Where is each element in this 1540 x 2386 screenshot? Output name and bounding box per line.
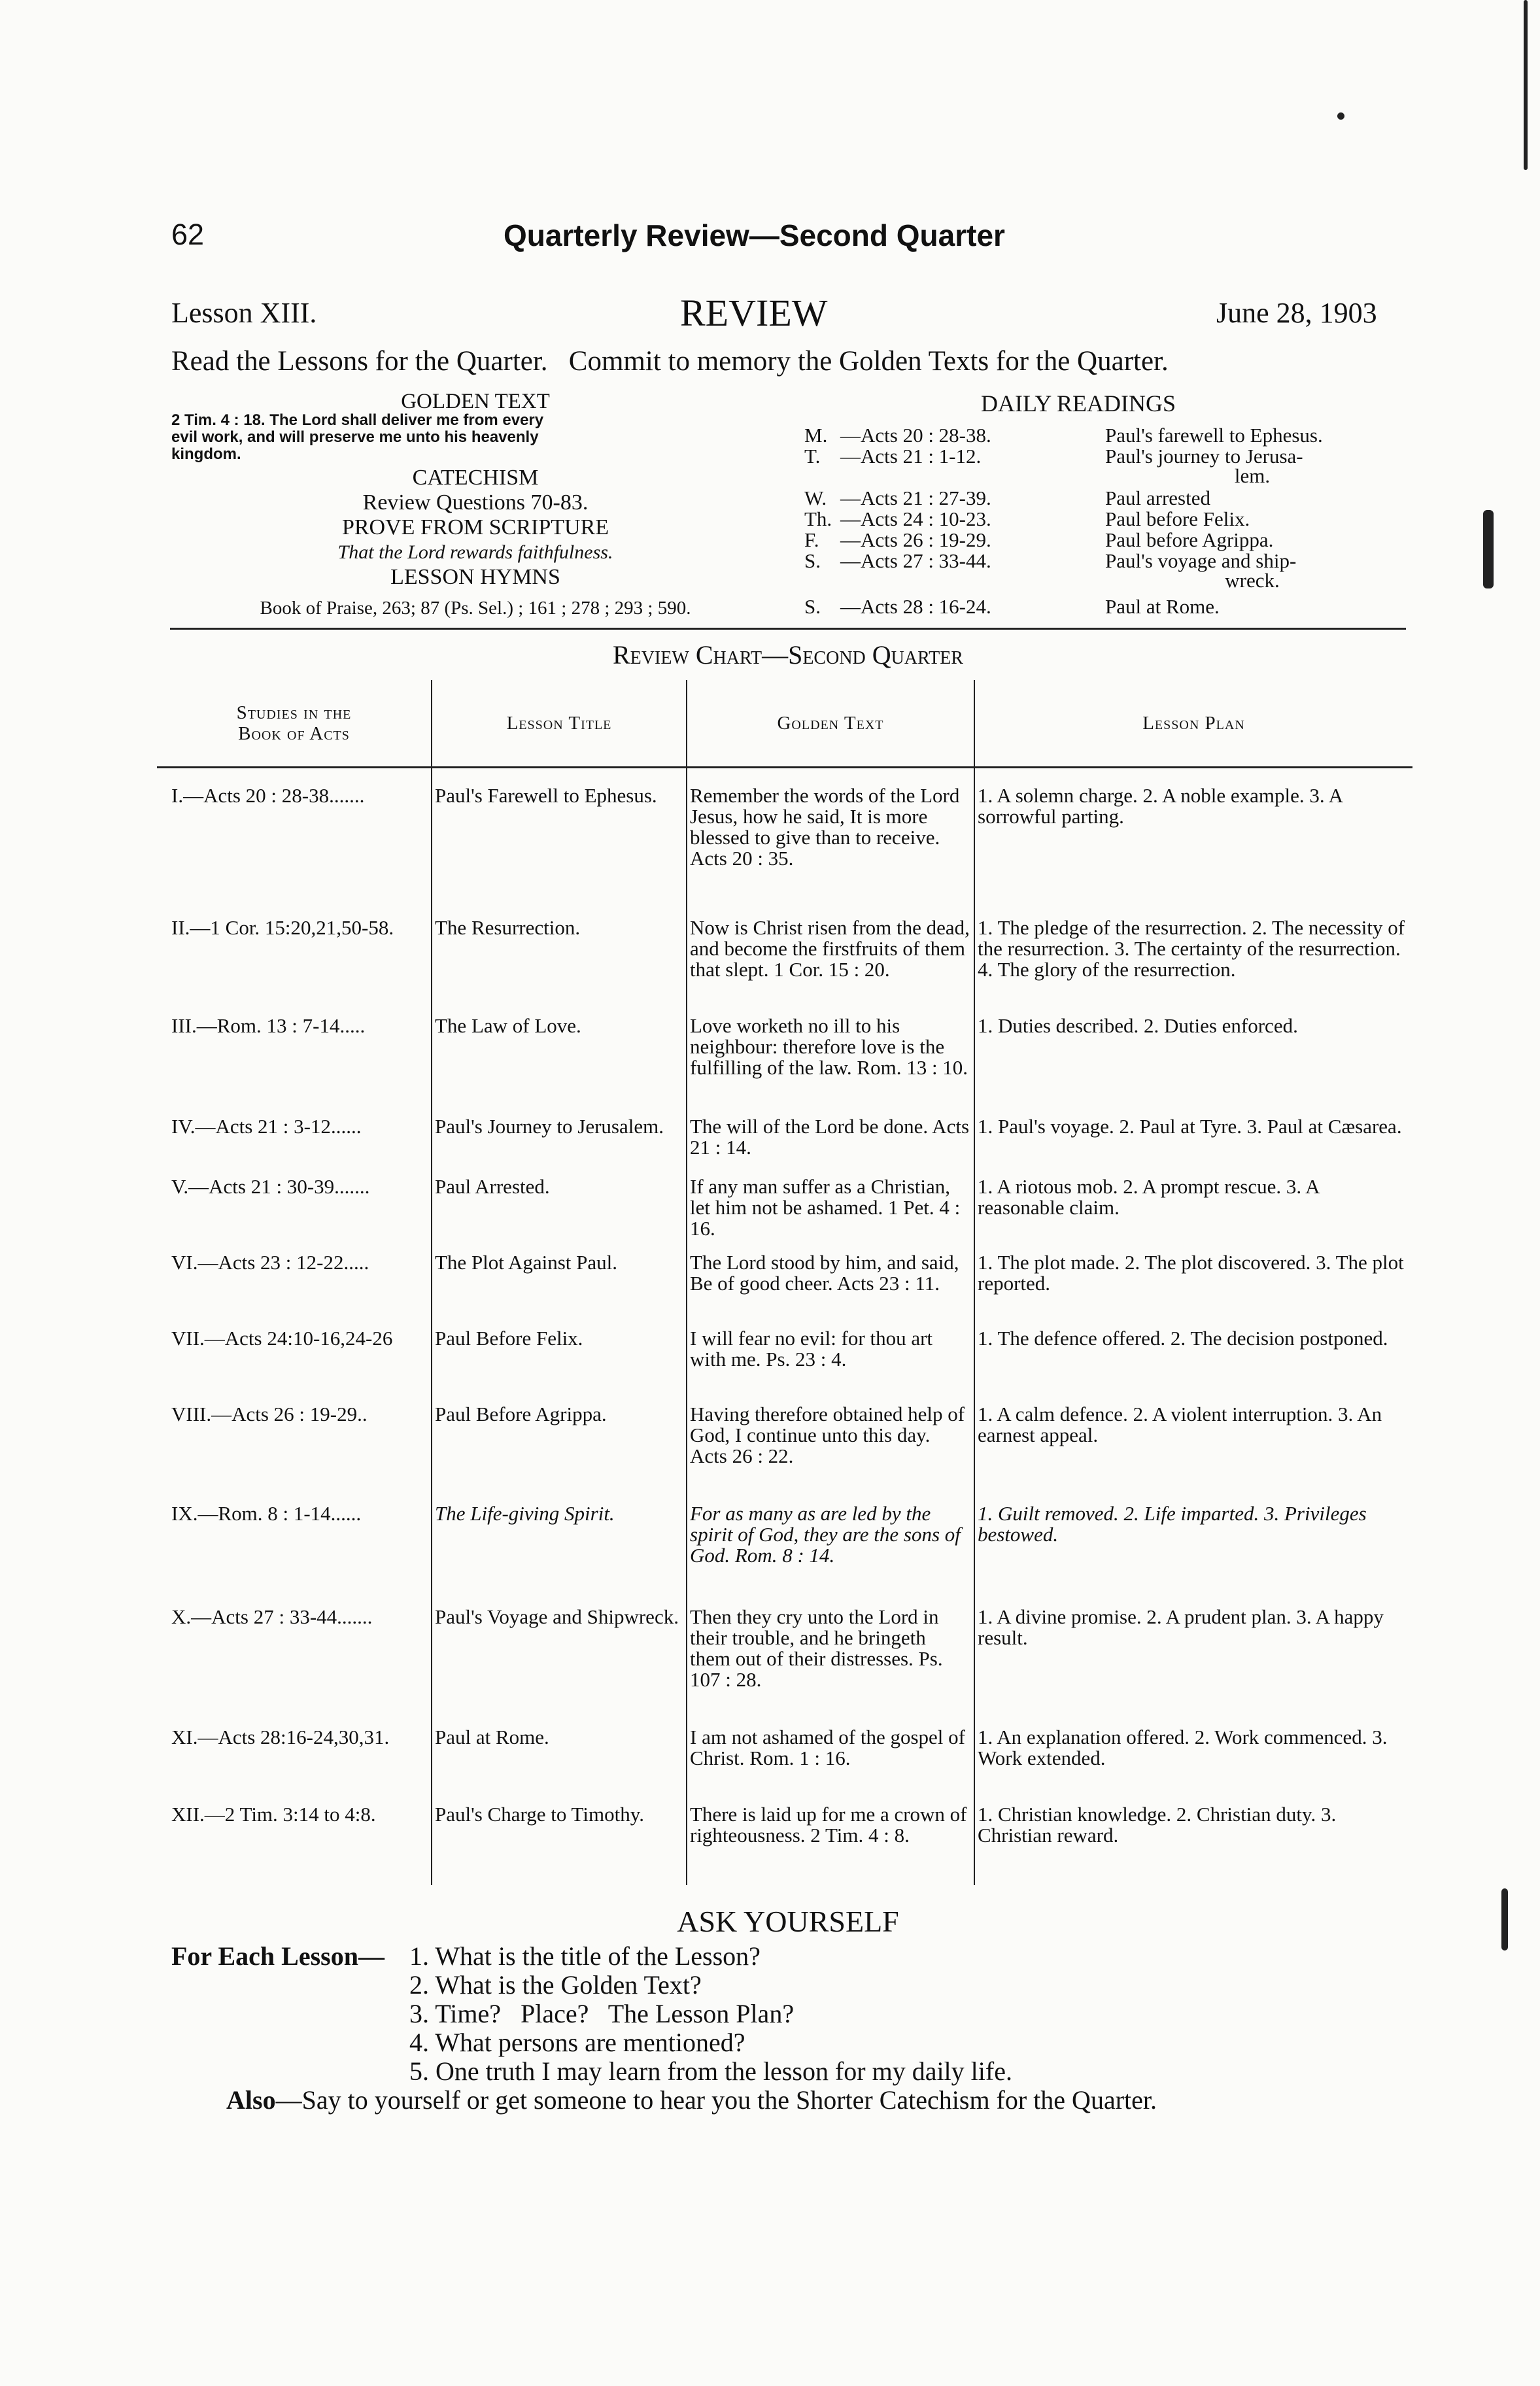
cell-golden-text: The will of the Lord be done. Acts 21 : 14. [687,1116,974,1176]
table-row [157,1116,1412,1176]
cell-title: Paul's Voyage and Shipwreck. [432,1607,687,1727]
cell-study: II.—1 Cor. 15:20,21,50-58. [157,917,432,1015]
ask-yourself-heading: ASK YOURSELF [677,1905,899,1938]
reading-desc: Paul arrested [1105,486,1210,509]
reading-desc: Paul before Agrippa. [1105,528,1274,551]
scan-mark [1483,510,1494,588]
hymns-heading: LESSON HYMNS [390,565,560,589]
cell-title: The Law of Love. [432,1015,687,1116]
cell-golden-text: If any man suffer as a Christian, let him not be ashamed. 1 Pet. 4 : 16. [687,1176,974,1252]
cell-plan: 1. A solemn charge. 2. A noble example. 3. A sorrowful parting. [978,784,1343,828]
cell-plan: 1. An explanation offered. 2. Work commenced. 3. Work extended. [978,1726,1388,1769]
reading-day: S. [804,549,821,572]
cell-plan: 1. Duties described. 2. Duties enforced. [978,1014,1298,1037]
ask-prefix: For Each Lesson— [171,1941,385,1971]
ask-question: 4. What persons are mentioned? [409,2028,745,2057]
cell-golden-text: The Lord stood by him, and said, Be of good cheer. Acts 23 : 11. [687,1252,974,1328]
cell-title: The Resurrection. [432,917,687,1015]
cell-title: Paul Before Felix. [432,1328,687,1404]
reading-day: Th. [804,507,832,530]
reading-ref: —Acts 27 : 33-44. [840,549,991,572]
cell-title: Paul's Farewell to Ephesus. [432,785,687,917]
ask-question: 5. One truth I may learn from the lesson for my daily life. [409,2056,1012,2086]
cell-study: III.—Rom. 13 : 7-14..... [157,1015,432,1116]
catechism-heading: CATECHISM [412,466,539,490]
golden-text-heading: GOLDEN TEXT [401,390,550,413]
cell-plan: 1. A divine promise. 2. A prudent plan. 3. A happy result. [978,1605,1384,1649]
table-row [157,1727,1412,1804]
table-row [157,1503,1412,1607]
table-row [157,1328,1412,1404]
reading-desc: Paul before Felix. [1105,507,1250,530]
cell-study: XI.—Acts 28:16-24,30,31. [157,1727,432,1804]
cell-plan: 1. The plot made. 2. The plot discovered. 3. The plot reported. [978,1251,1404,1295]
chart-spacer-row [157,768,1412,786]
table-row [157,1404,1412,1503]
ask-question: 1. What is the title of the Lesson? [409,1941,761,1971]
table-row [157,1176,1412,1252]
cell-plan: 1. A calm defence. 2. A violent interruption. 3. An earnest appeal. [978,1403,1382,1446]
ask-question: 2. What is the Golden Text? [409,1970,702,2000]
scan-mark [1501,1888,1508,1951]
table-row [157,1015,1412,1116]
ask-also [226,2086,1157,2115]
cell-title: Paul's Journey to Jerusalem. [432,1116,687,1176]
col-header-title: Lesson Title [432,680,687,768]
cell-plan: 1. Guilt removed. 2. Life imparted. 3. Privileges bestowed. [978,1502,1367,1546]
reading-desc-cont: wreck. [1225,569,1280,592]
cell-golden-text: Now is Christ risen from the dead, and become the firstfruits of them that slept. 1 Cor. 15 : 20. [687,917,974,1015]
reading-ref: —Acts 20 : 28-38. [840,424,991,447]
col-header-plan: Lesson Plan [974,680,1412,768]
hymns-text: Book of Praise, 263; 87 (Ps. Sel.) ; 161 ; 278 ; 293 ; 590. [260,598,691,619]
reading-ref: —Acts 28 : 16-24. [840,595,991,618]
lesson-number: Lesson XIII. [171,297,317,329]
divider [170,628,1406,630]
catechism-text: Review Questions 70-83. [362,490,589,515]
reading-desc: Paul at Rome. [1105,595,1220,618]
ask-also-prefix: Also [226,2085,276,2115]
reading-desc: Paul's journey to Jerusa- [1105,445,1303,468]
cell-title: The Life-giving Spirit. [432,1503,687,1607]
reading-day: F. [804,528,819,551]
cell-title: Paul Before Agrippa. [432,1404,687,1503]
cell-golden-text: I am not ashamed of the gospel of Christ. Rom. 1 : 16. [687,1727,974,1804]
golden-text-line: evil work, and will preserve me unto his heavenly [171,428,539,446]
review-chart [157,680,1412,1885]
col-header-studies: Studies in the Book of Acts [157,680,432,768]
col-header-golden-text: Golden Text [687,680,974,768]
reading-desc: Paul's farewell to Ephesus. [1105,424,1323,447]
reading-ref: —Acts 21 : 1-12. [840,445,982,468]
scan-edge [1524,0,1528,170]
lesson-date: June 28, 1903 [1216,297,1377,329]
reading-day: S. [804,595,821,618]
cell-study: I.—Acts 20 : 28-38....... [157,785,432,917]
cell-title: Paul Arrested. [432,1176,687,1252]
daily-readings [804,425,1412,621]
cell-study: VIII.—Acts 26 : 19-29.. [157,1404,432,1503]
lesson-title: REVIEW [680,292,828,334]
cell-title: Paul at Rome. [432,1727,687,1804]
cell-golden-text: I will fear no evil: for thou art with me. Ps. 23 : 4. [687,1328,974,1404]
prove-text: That the Lord rewards faithfulness. [337,541,613,563]
table-row [157,1607,1412,1727]
reading-desc: Paul's voyage and ship- [1105,549,1297,572]
cell-golden-text: Having therefore obtained help of God, I continue unto this day. Acts 26 : 22. [687,1404,974,1503]
golden-text-line: 2 Tim. 4 : 18. The Lord shall deliver me from every [171,411,544,429]
scan-speck [1337,112,1344,120]
cell-golden-text: For as many as are led by the spirit of God, they are the sons of God. Rom. 8 : 14. [687,1503,974,1607]
reading-day: M. [804,424,828,447]
cell-plan: 1. Christian knowledge. 2. Christian duty. 3. Christian reward. [978,1803,1337,1847]
cell-study: IV.—Acts 21 : 3-12...... [157,1116,432,1176]
ask-also-text: —Say to yourself or get someone to hear you the Shorter Catechism for the Quarter. [275,2085,1157,2115]
instruction: Read the Lessons for the Quarter. Commit to memory the Golden Texts for the Quarter. [171,346,1169,377]
table-row [157,1252,1412,1328]
review-chart-title: Review Chart—Second Quarter [613,640,963,670]
cell-study: XII.—2 Tim. 3:14 to 4:8. [157,1804,432,1885]
cell-study: IX.—Rom. 8 : 1-14...... [157,1503,432,1607]
table-row [157,785,1412,917]
cell-plan: 1. A riotous mob. 2. A prompt rescue. 3. A reasonable claim. [978,1175,1319,1219]
running-title: Quarterly Review—Second Quarter [504,218,1005,252]
table-row [157,1804,1412,1885]
reading-ref: —Acts 24 : 10-23. [840,507,991,530]
cell-golden-text: There is laid up for me a crown of righteousness. 2 Tim. 4 : 8. [687,1804,974,1885]
page-number: 62 [171,218,205,251]
cell-golden-text: Love worketh no ill to his neighbour: therefore love is the fulfilling of the law. Rom. 13 : 10. [687,1015,974,1116]
prove-heading: PROVE FROM SCRIPTURE [341,515,609,539]
cell-title: The Plot Against Paul. [432,1252,687,1328]
cell-plan: 1. The pledge of the resurrection. 2. The necessity of the resurrection. 3. The certainty of the resurrection. 4. The glory of the resurrection. [978,916,1405,981]
cell-golden-text: Then they cry unto the Lord in their trouble, and he bringeth them out of their distresses. Ps. 107 : 28. [687,1607,974,1727]
ask-question: 3. Time? Place? The Lesson Plan? [409,1999,795,2028]
reading-desc-cont: lem. [1234,464,1271,487]
cell-plan: 1. The defence offered. 2. The decision postponed. [978,1327,1388,1350]
cell-study: X.—Acts 27 : 33-44....... [157,1607,432,1727]
reading-day: T. [804,445,821,468]
reading-ref: —Acts 21 : 27-39. [840,486,991,509]
golden-text-line: kingdom. [171,445,241,463]
chart-header-row [157,680,1412,768]
cell-study: VII.—Acts 24:10-16,24-26 [157,1328,432,1404]
daily-readings-heading: DAILY READINGS [981,390,1176,417]
cell-golden-text: Remember the words of the Lord Jesus, how he said, It is more blessed to give than to receive. Acts 20 : 35. [687,785,974,917]
table-row [157,917,1412,1015]
reading-day: W. [804,486,827,509]
reading-ref: —Acts 26 : 19-29. [840,528,991,551]
cell-study: VI.—Acts 23 : 12-22..... [157,1252,432,1328]
cell-study: V.—Acts 21 : 30-39....... [157,1176,432,1252]
cell-plan: 1. Paul's voyage. 2. Paul at Tyre. 3. Paul at Cæsarea. [978,1115,1402,1138]
cell-title: Paul's Charge to Timothy. [432,1804,687,1885]
